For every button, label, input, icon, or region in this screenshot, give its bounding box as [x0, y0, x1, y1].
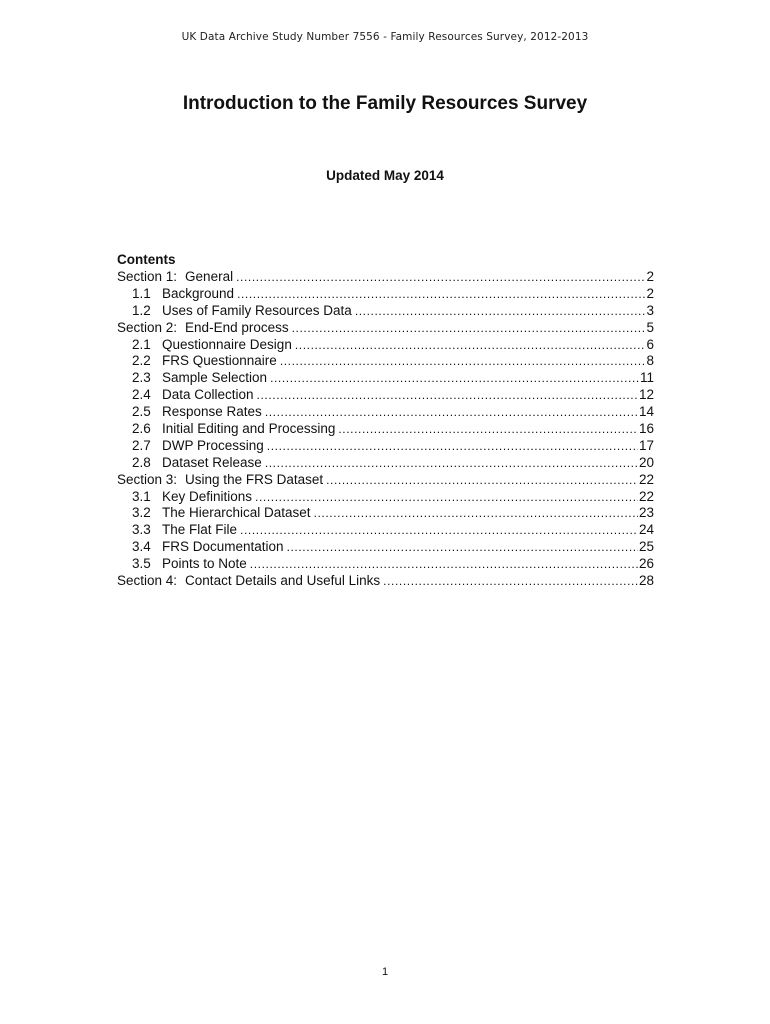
toc-subsection-entry[interactable] [117, 404, 654, 421]
toc-entry-label: The Hierarchical Dataset [162, 505, 311, 521]
toc-dot-leader [338, 421, 638, 438]
toc-entry-number: 2.6 [132, 421, 151, 437]
contents-list [117, 269, 654, 590]
toc-entry-number: 3.4 [132, 539, 151, 555]
toc-subsection-entry[interactable] [117, 522, 654, 539]
toc-entry-number: 3.1 [132, 488, 151, 504]
toc-entry-page: 5 [646, 319, 654, 335]
toc-dot-leader [314, 505, 638, 522]
toc-entry-page: 2 [646, 285, 654, 301]
toc-dot-leader [267, 438, 638, 455]
toc-entry-number: Section 3: [117, 471, 178, 487]
toc-dot-leader [326, 472, 638, 489]
toc-entry-number: 2.2 [132, 353, 151, 369]
toc-entry-number: 1.1 [132, 285, 151, 301]
toc-entry-label: Response Rates [162, 404, 262, 420]
toc-entry-number: 1.2 [132, 302, 151, 318]
toc-subsection-entry[interactable] [117, 556, 654, 573]
toc-entry-page: 12 [638, 387, 654, 403]
toc-dot-leader [287, 539, 638, 556]
toc-subsection-entry[interactable] [117, 337, 654, 354]
toc-entry-page: 6 [646, 336, 654, 352]
toc-entry-number: 2.7 [132, 437, 151, 453]
toc-subsection-entry[interactable] [117, 421, 654, 438]
toc-entry-label: The Flat File [162, 522, 238, 538]
document-title: Introduction to the Family Resources Survey [182, 93, 588, 114]
toc-entry-page: 22 [638, 488, 654, 504]
toc-dot-leader [255, 489, 638, 506]
page-number: 1 [381, 966, 389, 978]
contents-heading: Contents [117, 252, 176, 267]
toc-entry-label: Uses of Family Resources Data [162, 302, 352, 318]
toc-entry-number: Section 1: [117, 269, 178, 284]
toc-subsection-entry[interactable] [117, 370, 654, 387]
toc-dot-leader [250, 556, 638, 573]
toc-entry-number: 2.4 [132, 387, 151, 403]
toc-entry-label: Dataset Release [162, 454, 262, 470]
toc-subsection-entry[interactable] [117, 303, 654, 320]
toc-entry-label: End-End process [185, 319, 289, 335]
toc-dot-leader [240, 522, 638, 539]
toc-dot-leader [355, 303, 646, 320]
toc-entry-page: 17 [638, 437, 654, 453]
toc-subsection-entry[interactable] [117, 489, 654, 506]
table-of-contents [117, 251, 654, 590]
toc-dot-leader [383, 573, 638, 590]
toc-entry-number: 2.3 [132, 370, 151, 386]
toc-entry-page: 28 [638, 573, 654, 589]
toc-section-entry[interactable] [117, 269, 654, 286]
toc-section-entry[interactable] [117, 320, 654, 337]
toc-entry-number: Section 2: [117, 319, 178, 335]
toc-entry-page: 16 [638, 421, 654, 437]
toc-entry-number: 3.3 [132, 522, 151, 538]
toc-entry-number: 3.2 [132, 505, 151, 521]
running-header: UK Data Archive Study Number 7556 - Family Resources Survey, 2012-2013 [181, 31, 589, 43]
toc-dot-leader [265, 455, 638, 472]
toc-entry-number: 3.5 [132, 556, 151, 572]
toc-entry-number: 2.5 [132, 404, 151, 420]
toc-section-entry[interactable] [117, 472, 654, 489]
toc-subsection-entry[interactable] [117, 505, 654, 522]
toc-dot-leader [265, 404, 638, 421]
toc-entry-label: Contact Details and Useful Links [185, 573, 381, 589]
toc-subsection-entry[interactable] [117, 455, 654, 472]
toc-entry-label: Initial Editing and Processing [162, 421, 336, 437]
toc-dot-leader [292, 320, 646, 337]
toc-entry-label: DWP Processing [162, 437, 264, 453]
toc-entry-label: FRS Questionnaire [162, 353, 277, 369]
toc-entry-page: 24 [638, 522, 654, 538]
toc-entry-page: 25 [638, 539, 654, 555]
toc-entry-label: Data Collection [162, 387, 254, 403]
toc-entry-page: 3 [646, 302, 654, 318]
toc-entry-page: 2 [646, 269, 654, 284]
toc-entry-page: 8 [646, 353, 654, 369]
toc-entry-page: 20 [638, 454, 654, 470]
toc-entry-label: Questionnaire Design [162, 336, 292, 352]
toc-entry-label: FRS Documentation [162, 539, 284, 555]
toc-dot-leader [257, 387, 638, 404]
toc-entry-label: General [185, 269, 234, 284]
toc-dot-leader [280, 353, 646, 370]
toc-entry-number: 2.8 [132, 454, 151, 470]
toc-subsection-entry[interactable] [117, 539, 654, 556]
toc-entry-page: 22 [638, 471, 654, 487]
toc-dot-leader [236, 269, 645, 286]
toc-dot-leader [237, 286, 645, 303]
toc-dot-leader [270, 370, 639, 387]
toc-dot-leader [295, 337, 646, 354]
toc-subsection-entry[interactable] [117, 387, 654, 404]
toc-entry-label: Points to Note [162, 556, 247, 572]
toc-entry-page: 11 [639, 370, 654, 386]
toc-subsection-entry[interactable] [117, 353, 654, 370]
toc-entry-number: 2.1 [132, 336, 151, 352]
toc-entry-label: Background [162, 285, 235, 301]
document-subtitle: Updated May 2014 [326, 168, 444, 183]
toc-subsection-entry[interactable] [117, 286, 654, 303]
toc-entry-page: 23 [638, 505, 654, 521]
toc-entry-label: Key Definitions [162, 488, 253, 504]
toc-section-entry[interactable] [117, 573, 654, 590]
toc-entry-label: Sample Selection [162, 370, 268, 386]
toc-entry-page: 26 [638, 556, 654, 572]
toc-entry-number: Section 4: [117, 573, 178, 589]
toc-subsection-entry[interactable] [117, 438, 654, 455]
toc-entry-page: 14 [638, 404, 654, 420]
toc-entry-label: Using the FRS Dataset [185, 471, 324, 487]
